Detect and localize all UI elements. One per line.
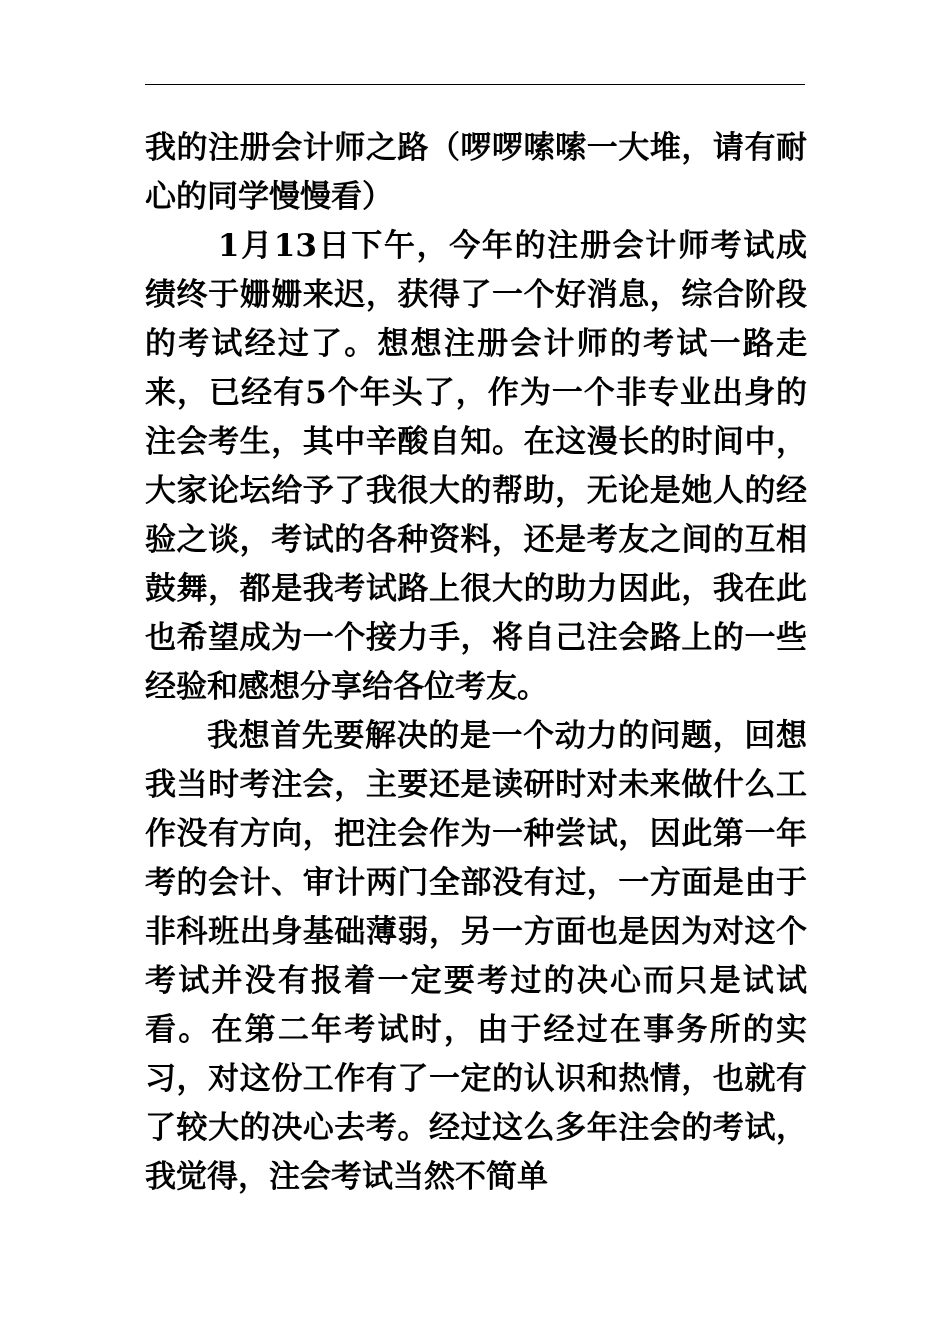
- paragraph-1: 1月13日下午，今年的注册会计师考试成绩终于姗姗来迟，获得了一个好消息，综合阶段的考试经过了。想想注册会计师的考试一路走来，已经有5个年头了，作为一个非专业出身的注会考生，其中辛酸自知。在这漫长的时间中，大家论坛给予了我很大的帮助，无论是她人的经验之谈，考试的各种资料，还是考友之间的互相鼓舞，都是我考试路上很大的助力因此，我在此也希望成为一个接力手，将自己注会路上的一些经验和感想分享给各位考友。: [145, 228, 807, 705]
- document-title: 我的注册会计师之路（啰啰嗦嗦一大堆，请有耐心的同学慢慢看）: [145, 130, 807, 215]
- document-body: [145, 124, 807, 1202]
- paragraph-2: 我想首先要解决的是一个动力的问题，回想我当时考注会，主要还是读研时对未来做什么工作没有方向，把注会作为一种尝试，因此第一年考的会计、审计两门全部没有过，一方面是由于非科班出身基础薄弱，另一方面也是因为对这个考试并没有报着一定要考过的决心而只是试试看。在第二年考试时，由于经过在事务所的实习，对这份工作有了一定的认识和热情，也就有了较大的决心去考。经过这么多年注会的考试，我觉得，注会考试当然不简单: [145, 718, 807, 1195]
- header-rule: [145, 84, 805, 85]
